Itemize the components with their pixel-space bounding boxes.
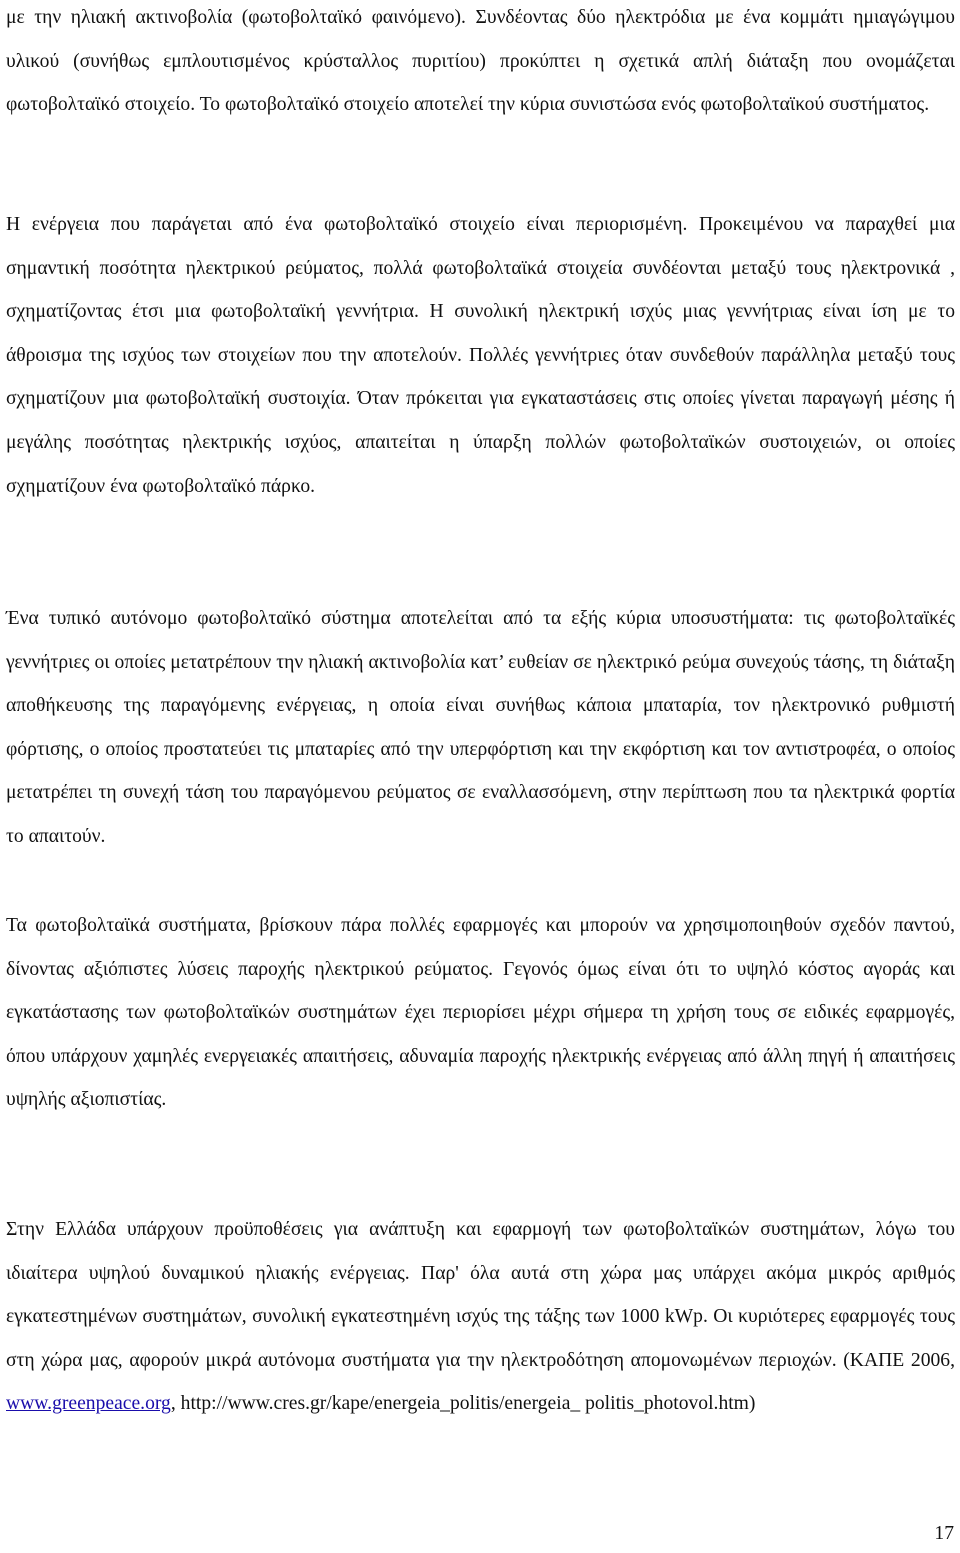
paragraph-4: Τα φωτοβολταϊκά συστήματα, βρίσκουν πάρα πολλές εφαρμογές και μπορούν να χρησιμοποιηθούν σχεδόν παντού, δίνοντας αξιόπιστες λύσεις παροχής ηλεκτρικού ρεύματος. Γεγονός όμως είναι ότι το υψηλό κόστος αγοράς και εγκατάστασης των φωτοβολταϊκών συστημάτων έχει περιορίσει μέχρι σήμερα τη χρήση τους σε ειδικές εφαρμογές, όπου υπάρχουν χαμηλές ενεργειακές απαιτήσεις, αδυναμία παροχής ηλεκτρικής ενέργειας από άλλη πηγή ή απαιτήσεις υψηλής αξιοπιστίας. xyxy=(6,915,955,1111)
paragraph-5-text-before-link: Στην Ελλάδα υπάρχουν προϋποθέσεις για ανάπτυξη και εφαρμογή των φωτοβολταϊκών συστημάτων, λόγω του ιδιαίτερα υψηλού δυναμικού ηλιακής ενέργειας. Παρ' όλα αυτά στη χώρα μας υπάρχει ακόμα μικρός αριθμός εγκατεστημένων συστημάτων, συνολική εγκατεστημένη ισχύς της τάξης των 1000 kWp. Οι κυριότερες εφαρμογές τους στη χώρα μας, αφορούν μικρά αυτόνομα συστήματα για την ηλεκτροδότηση απομονωμένων περιοχών. (ΚΑΠΕ 2006, xyxy=(6,1219,955,1371)
paragraph-1: με την ηλιακή ακτινοβολία (φωτοβολταϊκό φαινόμενο). Συνδέοντας δύο ηλεκτρόδια με ένα κομμάτι ημιαγώγιμου υλικού (συνήθως εμπλουτισμένος κρύσταλλος πυριτίου) προκύπτει η σχετικά απλή διάταξη που ονομάζεται φωτοβολταϊκό στοιχείο. Το φωτοβολταϊκό στοιχείο αποτελεί την κύρια συνιστώσα ενός φωτοβολταϊκού συστήματος. xyxy=(6,7,955,116)
paragraph-5-text-after-link: , http://www.cres.gr/kape/energeia_politis/energeia_ politis_photovol.htm) xyxy=(170,1393,756,1415)
paragraph-5 xyxy=(6,1208,955,1426)
page-number: 17 xyxy=(934,1523,954,1544)
greenpeace-link[interactable]: www.greenpeace.org xyxy=(6,1393,171,1415)
paragraph-2: Η ενέργεια που παράγεται από ένα φωτοβολταϊκό στοιχείο είναι περιορισμένη. Προκειμένου να παραχθεί μια σημαντική ποσότητα ηλεκτρικού ρεύματος, πολλά φωτοβολταϊκά στοιχεία συνδέονται μεταξύ τους ηλεκτρονικά , σχηματίζοντας έτσι μια φωτοβολταϊκή γεννήτρια. Η συνολική ηλεκτρική ισχύς μιας γεννήτριας είναι ίση με το άθροισμα της ισχύος των στοιχείων που την αποτελούν. Πολλές γεννήτριες όταν συνδεθούν παράλληλα μεταξύ τους σχηματίζουν μια φωτοβολταϊκή συστοιχία. Όταν πρόκειται για εγκαταστάσεις στις οποίες γίνεται παραγωγή μέσης ή μεγάλης ποσότητας ηλεκτρικής ισχύος, απαιτείται η ύπαρξη πολλών φωτοβολταϊκών συστοιχειών, οι οποίες σχηματίζουν ένα φωτοβολταϊκό πάρκο. xyxy=(6,214,955,497)
paragraph-3: Ένα τυπικό αυτόνομο φωτοβολταϊκό σύστημα αποτελείται από τα εξής κύρια υποσυστήματα: τις φωτοβολταϊκές γεννήτριες οι οποίες μετατρέπουν την ηλιακή ακτινοβολία κατ’ ευθείαν σε ηλεκτρικό ρεύμα συνεχούς τάσης, τη διάταξη αποθήκευσης της παραγόμενης ενέργειας, η οποία είναι συνήθως κάποια μπαταρία, τον ηλεκτρονικό ρυθμιστή φόρτισης, ο οποίος προστατεύει τις μπαταρίες από την υπερφόρτιση και την εκφόρτιση και τον αντιστροφέα, ο οποίος μετατρέπει τη συνεχή τάση του παραγόμενου ρεύματος σε εναλλασσόμενη, στην περίπτωση που τα ηλεκτρικά φορτία το απαιτούν. xyxy=(6,608,955,847)
